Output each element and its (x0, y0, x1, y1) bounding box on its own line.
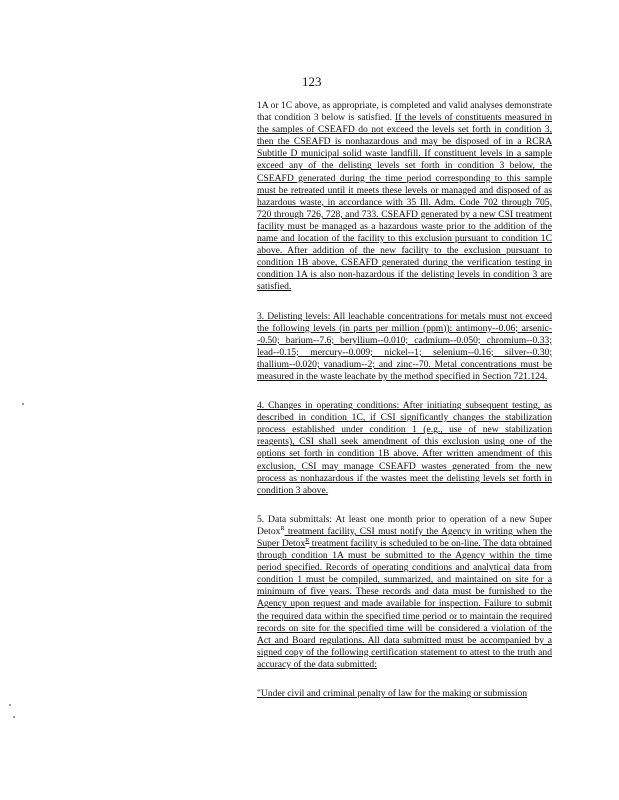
page-number: 123 (302, 74, 322, 89)
scan-speck (22, 403, 24, 405)
text-segment: treatment facility, CSI must notify the Agency in writing when the Super Detox (257, 525, 552, 549)
text-segment: 1A or 1C above, as appropriate, is completed and valid analyses demonstrate that condition 3 below is satisfied. (257, 100, 552, 124)
registered-mark: R (280, 525, 285, 532)
document-body (257, 100, 552, 717)
text-segment: treatment facility is scheduled to be on-line. The data obtained through condition 1A must be submitted to the Agency within the time period specified. Records of operating conditions and analytical data from condition 1 must be compiled, summarized, and maintained on site for a minimum of five years. These records and data must be furnished to the Agency upon request and made available for inspection. Failure to submit the required data within the specified time period or to maintain the required records on site for the specified time will be considered a violation of the Act and Board regulations. All data submitted must be accompanied by a signed copy of the following certification statement to attest to the truth and accuracy of the data submitted: (257, 538, 552, 670)
text-segment: 5. Data submittals: At least one month prior to operation of a new Super Detox (257, 513, 552, 537)
paragraph-certification-start (257, 688, 552, 700)
scan-speck (13, 716, 15, 718)
paragraph-data-submittals (257, 514, 552, 671)
text-segment: If the levels of constituents measured in the samples of CSEAFD do not exceed the levels set forth in condition 3, then the CSEAFD is nonhazardous and may be disposed of in a RCRA Subtitle D municipal solid waste landfill. If constituent levels in a sample exceed any of the delisting levels set forth in condition 3 below, the CSEAFD generated during the time period corresponding to this sample must be retreated until it meets these levels or managed and disposed of as hazardous waste, in accordance with 35 Ill. Adm. Code 702 through 705, 720 through 726, 728, and 733. CSEAFD generated by a new CSI treatment facility must be managed as a hazardous waste prior to the addition of the name and location of the facility to this exclusion pursuant to condition 1C above. After addition of the new facility to the exclusion pursuant to condition 1B above, CSEAFD generated during the verification testing in condition 1A is also non-hazardous if the delisting levels in condition 3 are satisfied. (257, 112, 552, 293)
text-segment: "Under civil and criminal penalty of law for the making or submission (257, 688, 528, 700)
paragraph-operating-conditions (257, 400, 552, 497)
text-segment: 3. Delisting levels: All leachable concentrations for metals must not exceed the following levels (in parts per million (ppm)): antimony--0.06; arsenic--0.50; barium--7.6; beryllium--0.010; cadmium--0.050; chromium--0.33; lead--0.15; mercury--0.009; nickel--1; selenium--0.16; silver--0.30; thallium--0.020; vanadium--2; and zinc--70. Metal concentrations must be measured in the waste leachate by the method specified in Section 721.124. (257, 310, 552, 382)
text-segment: 4. Changes in operating conditions: After initiating subsequent testing, as described in condition 1C, if CSI significantly changes the stabilization process established under condition 1 (e.g., use of new stabilization reagents), CSI shall seek amendment of this exclusion using one of the options set forth in condition 1B above. After written amendment of this exclusion, CSI may manage CSEAFD wastes generated from the new process as nonhazardous if the wastes meet the delisting levels set forth in condition 3 above. (257, 400, 552, 496)
scan-speck (9, 704, 11, 706)
paragraph-continuation (257, 100, 552, 294)
registered-mark: R (305, 537, 310, 544)
paragraph-delisting-levels (257, 311, 552, 384)
